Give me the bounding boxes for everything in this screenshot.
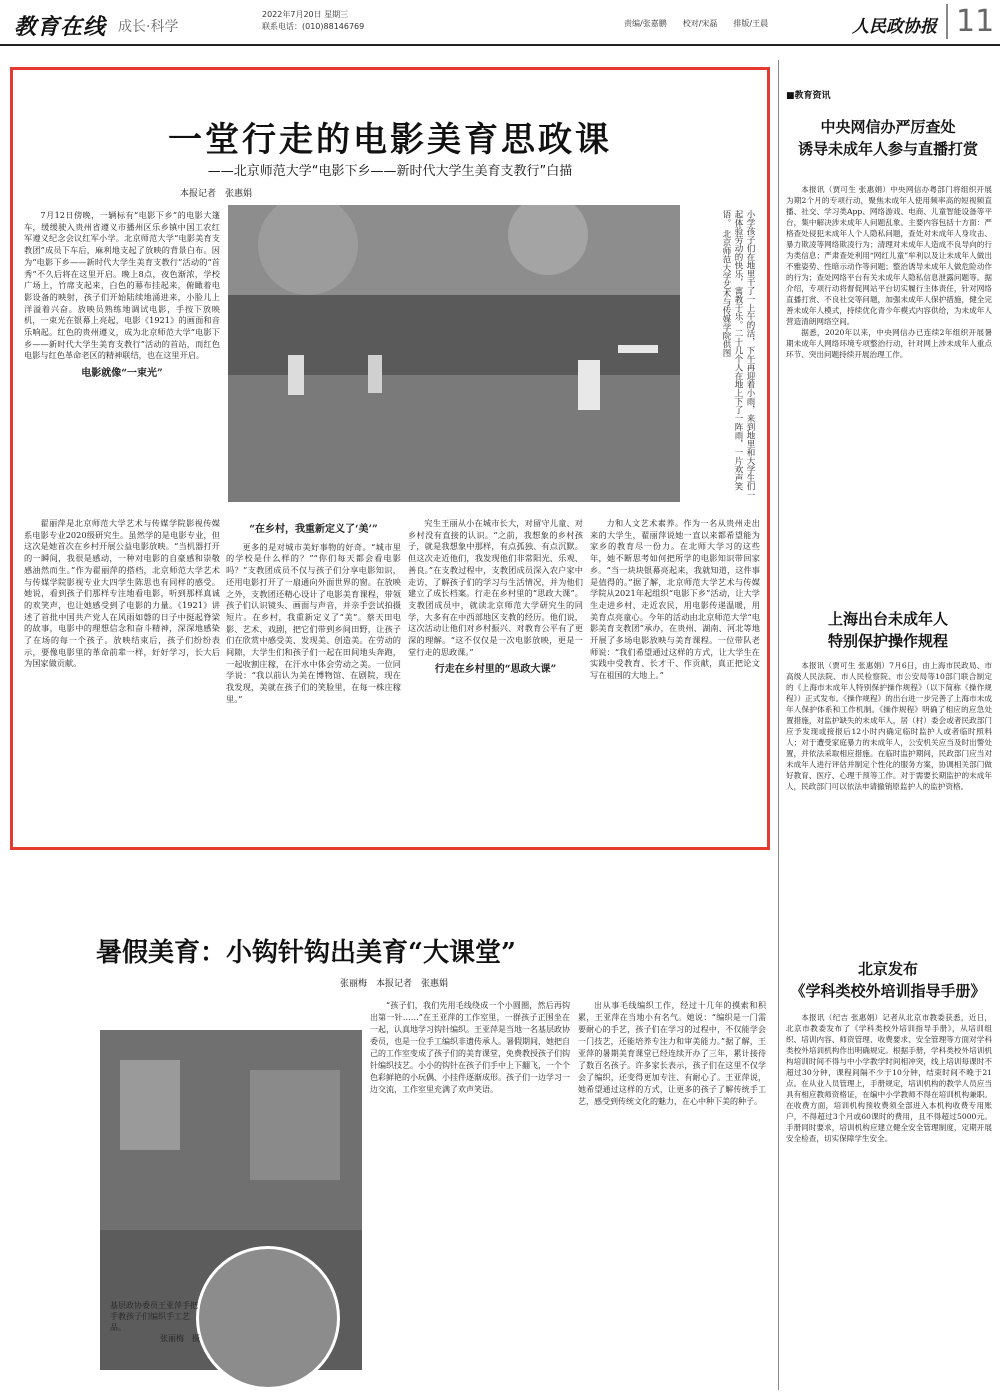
editors-line: 责编/张嘉鹏 校对/宋磊 排版/王晨 [624, 19, 769, 28]
lead-col1-text: 7月12日傍晚，一辆标有“电影下乡”的电影大篷车，缓缓驶入贵州省遵义市播州区乐乡镇中国工农红军遵义纪念会议红军小学。北京师范大学“电影美育支教团”成员下车后，麻利地支起了放映的背景白布。因为“电影下乡——新时代大学生美育支教行”活动的“首秀”不久后将在这里开启。晚上8点，夜色渐浓，学校广场上，竹席支起来，白色的幕布挂起来，俯瞰着电影设备的映射，孩子们开始陆续地涌进来，小脸儿上洋溢着兴奋。放映员熟练地调试电影，手按下放映机，一束光在银幕上亮起，电影《1921》的画面和音乐响起。红色的贵州遵义，成为北京师范大学“电影下乡——新时代大学生美育支教行”活动的首站，而红色电影与红色革命老区的精神联结，也在这里开启。 [24, 210, 220, 361]
lead-story-column-1b [24, 518, 220, 843]
lead-col1b-text: 翟丽萍是北京师范大学艺术与传媒学院影视传媒系电影专业2020级研究生。虽然学的是电影专业，但这次是她首次在乡村开展公益电影放映。“当机器打开的一瞬间，我很是感动，一种对电影的自豪感和崇敬感油然而生。”作为翟丽萍的搭档，北京师范大学艺术与传媒学院影视专业大四学生陈思也有同样的感受。她说，看到孩子们那样专注地看电影，听到那样真诚的欢笑声，也让她感受到了电影的力量。《1921》讲述了首批中国共产党人在风雨如磐的日子中挺起脊梁的故事，电影中的理想信念和奋斗精神，深深地感染了在场的每一个孩子。放映结束后，孩子们纷纷表示，要像电影里的革命前辈一样，好好学习，长大后为国家做贡献。 [24, 518, 220, 669]
second-photo-caption-text: 基层政协委员王亚萍手把手教孩子们编织手工艺品。 [110, 1301, 198, 1332]
sidebar-story-3-body [786, 1012, 992, 1384]
section-name: 成长·科学 [118, 19, 179, 35]
second-photo-credit: 张丽梅 摄 [160, 1334, 200, 1343]
contact-phone: 联系电话：(010)88146769 [262, 22, 365, 31]
sidebar-story-2-title-line-2: 特别保护操作规程 [827, 632, 948, 650]
lead-photo-credit: 北京师范大学艺术与传媒学院供图 [721, 229, 731, 358]
second-story-column-2 [578, 1000, 766, 1382]
inset-circle-photo [196, 1246, 340, 1390]
lead-col3-text: 究生王丽从小在城市长大，对留守儿童、对乡村没有直接的认识。“之前，我想象的乡村孩子，就是我想象中那样，有点孤独、有点沉默。但这次走近他们，我发现他们非常阳光、乐观、善良。”在支教过程中，支教团成员深入农户家中走访，了解孩子们的学习与生活情况，并为他们建立了成长档案。行走在乡村里的“思政大课”。支教团成员中，就读北京师范大学研究生的同学，大多有在中西部地区支教的经历。他们说，这次活动让他们对乡村振兴、对教育公平有了更深的理解。“这不仅仅是一次电影放映，更是一堂行走的思政课。” [408, 518, 583, 657]
subhead-3: 行走在乡村里的“思政大课” [434, 664, 557, 676]
sidebar-story-1-text-2: 据悉，2020年以来，中央网信办已连续2年组织开展暑期未成年人网络环境专项整治行动，针对网上涉未成年人重点环节、突出问题持续开展治理工作。 [786, 328, 992, 359]
header-info [262, 9, 364, 33]
sidebar-story-1-title-line-1: 中央网信办严厉查处 [820, 118, 956, 136]
lead-story-column-3 [408, 518, 583, 843]
field-landscape-image [228, 205, 680, 502]
sidebar-story-2-title [786, 608, 990, 652]
lead-story-photo [228, 205, 680, 502]
sidebar-tag: ■教育资讯 [786, 91, 831, 101]
second-col1-text: “孩子们，我们先用毛线绕成一个小圆圈，然后再钩出第一针……”在王亚萍的工作室里，一群孩子正围坐在一起，认真地学习钩针编织。王亚萍是当地一名基层政协委员，也是一位手工编织非遗传承人。暑假期间，她把自己的工作室变成了孩子们的美育课堂，免费教授孩子们钩针编织技艺。小小的钩针在孩子们手中上下翻飞，一个个色彩鲜艳的小玩偶、小挂件逐渐成形。孩子们一边学习一边交流，工作室里充满了欢声笑语。 [370, 1001, 570, 1094]
lead-col4-text: 力和人文艺术素养。作为一名从贵州走出来的大学生，翟丽萍说她一直以来都希望能为家乡的教育尽一份力。在北师大学习的这些年，她不断思考如何把所学的电影知识带回家乡。“当一块块银幕亮起来，我就知道，这件事是值得的。”据了解，北京师范大学艺术与传媒学院从2021年起组织“电影下乡”活动，让大学生走进乡村、走近农民，用电影传递温暖，用美育点亮童心。今年的活动由北京师范大学“电影美育支教团”承办，在贵州、湖南、河北等地开展了多场电影放映与美育课程。一位带队老师说：“我们希望通过这样的方式，让大学生在实践中受教育、长才干、作贡献，真正把论文写在祖国的大地上。” [590, 518, 760, 681]
paper-name: 人民政协报 [852, 17, 937, 37]
sidebar-story-2-body [786, 660, 992, 928]
sidebar-story-3-title [786, 958, 990, 1002]
second-story-byline: 张丽梅 本报记者 张惠娟 [340, 979, 449, 989]
lead-photo-caption [686, 210, 756, 500]
sidebar-story-3-title-line-2: 《学科类校外培训指导手册》 [790, 982, 986, 1000]
subhead-1: 电影就像“一束光” [81, 368, 163, 380]
lead-story-title: 一堂行走的电影美育思政课 [168, 120, 612, 160]
second-story-title: 暑假美育：小钩针钩出美育“大课堂” [96, 938, 516, 968]
sidebar-story-1-title-line-2: 诱导未成年人参与直播打赏 [797, 140, 978, 158]
sidebar-story-1-title [786, 116, 990, 160]
second-story-column-1 [370, 1000, 570, 1382]
sidebar-divider [778, 60, 779, 1390]
lead-story-byline: 本报记者 张惠娟 [180, 189, 253, 199]
lead-story-column-4 [590, 518, 760, 843]
sidebar-story-2-text: 本报讯（贾可生 张惠娟）7月6日，由上海市民政局、市高级人民法院、市人民检察院、市公安局等10部门联合制定的《上海市未成年人特别保护操作规程》（以下简称《操作规程》）正式发布。《操作规程》的出台进一步完善了上海市未成年人保护体系和工作机制。《操作规程》明确了相应的应急处置措施，对监护缺失的未成年人，居（村）委会或者民政部门应予发现或接报后12小时内确定临时监护人或者临时照料人；对于遭受家庭暴力的未成年人，公安机关应当及时出警处置，并依法采取相应措施。在临时监护期间，民政部门应当对未成年人进行评估并制定个性化的服务方案，协调相关部门做好教育、医疗、心理干预等工作。对于需要长期监护的未成年人，民政部门可以依法申请撤销原监护人的监护资格。 [786, 661, 992, 791]
second-col2-text: 出从事毛线编织工作，经过十几年的摸索和积累，王亚萍在当地小有名气。她说：“编织是一门需要耐心的手艺，孩子们在学习的过程中，不仅能学会一门技艺，还能培养专注力和审美能力。”据了解，王亚萍的暑期美育课堂已经连续开办了三年，累计接待了数百名孩子。许多家长表示，孩子们在这里不仅学会了编织，还变得更加专注、有耐心了。王亚萍说，她希望通过这样的方式，让更多的孩子了解传统手工艺，感受到传统文化的魅力，在心中种下美的种子。 [578, 1001, 766, 1106]
second-photo-caption [110, 1300, 200, 1344]
sidebar-story-1-body [786, 184, 992, 576]
lead-col2-text: 更多的是对城市美好事物的好奇。“城市里的学校是什么样的？”“你们每天都会看电影吗？”支教团成员不仅与孩子们分享电影知识，还用电影打开了一扇通向外面世界的窗。在放映之外，支教团还精心设计了电影美育课程，带领孩子们认识镜头、画面与声音，并亲手尝试拍摄短片。在乡村，我重新定义了“美”。蔡天田电影、艺术、戏剧，把它们带到乡间田野，让孩子们在欣赏中感受美、发现美、创造美。在劳动的间隙，大学生们和孩子们一起在田间地头奔跑，一起收割庄稼，在汗水中体会劳动之美。一位同学说：“我以前认为美在博物馆、在剧院，现在我发现，美就在孩子们的笑脸里，在每一株庄稼里。” [226, 541, 401, 704]
sidebar-story-3-title-line-1: 北京发布 [857, 960, 918, 978]
masthead: 教育在线 [14, 14, 107, 40]
subhead-2: “在乡村，我重新定义了‘美’” [249, 524, 378, 535]
lead-story-column-1 [24, 210, 220, 520]
sidebar-story-3-text: 本报讯（纪吉 张惠娟）记者从北京市教委获悉，近日，北京市教委发布了《学科类校外培训指导手册》，从培训组织、培训内容、师资管理、收费要求、安全管理等方面对学科类校外培训机构作出明确规定。根据手册，学科类校外培训机构培训时间不得与中小学教学时间相冲突，线上培训每课时不超过30分钟，课程间隔不少于10分钟，结束时间不晚于21点。在从业人员管理上，手册规定，培训机构的教学人员应当具有相应教师资格证，在编中小学教师不得在培训机构兼职。在收费方面，培训机构预收费须全部进入本机构收费专用账户，不得超过3个月或60课时的费用，且不得超过5000元。手册同时要求，培训机构应建立健全安全管理制度，定期开展安全检查，切实保障学生安全。 [786, 1013, 992, 1143]
sidebar-story-1-text: 本报讯（贾可生 张惠娟）中央网信办粤部门将组织开展为期2个月的专项行动，聚焦未成年人使用频率高的短视频直播、社交、学习类App、网络游戏、电商、儿童智能设备等平台，集中解决涉未成年人问题乱象。主要内容包括十方面：严格查处侵犯未成年人个人隐私问题，查处对未成年人身攻击、暴力欺凌等网络欺凌行为；清理对未成年人造成不良导向的行为类信息；严肃查处利用“网红儿童”牟利以及让未成年人做出不雅姿势、性暗示动作等问题；整治诱导未成年人做危险动作的行为；查处网络平台有关未成年人隐私信息泄露问题等。据介绍，专项行动将督促网站平台切实履行主体责任，针对网络直播打赏、不良社交等问题，加强未成年人保护措施，健全完善未成年人模式，持续优化青少年模式内容供给，为未成年人营造清朗网络空间。 [786, 185, 992, 326]
lead-photo-caption-text: 小学孩子们在地里干了一上午的活，下午再迎着小雨，来到地里和大学生们一起体验劳动的快乐，寓教于乐。二十几个人在地上下了一阵雨，一片欢声笑语。 [721, 210, 755, 499]
lead-story-subtitle: ——北京师范大学“电影下乡——新时代大学生美育支教行”白描 [207, 164, 573, 179]
lead-story-column-2 [226, 518, 401, 843]
issue-date: 2022年7月20日 星期三 [262, 10, 349, 19]
page-number: 11 [946, 4, 994, 39]
sidebar-story-2-title-line-1: 上海出台未成年人 [827, 610, 948, 628]
